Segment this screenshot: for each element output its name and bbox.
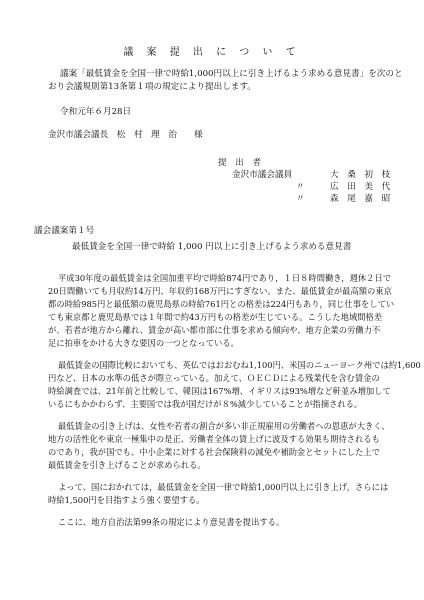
intro-line-1: 議案「最低賃金を全国一律で時給1,000円以上に引き上げるよう求める意見書」を次のと: [60, 69, 403, 79]
body-line: 最低賃金を引き上げることが求められる。: [48, 460, 206, 470]
body-line: 都の時給985円と最低額の鹿児島県の時給761円との格差は224円もあり，同じ仕事をしてい: [48, 299, 395, 309]
body-line: が、若者が地方から離れ、賃金が高い都市部に仕事を求める傾向や、地方企業の労働力不: [48, 325, 381, 335]
date: 令和元年６月28日: [60, 107, 132, 117]
body-line: 20日間働いても月収約14万円、年収約168万円にすぎない。また、最低賃金が最高額の東京: [48, 286, 392, 296]
body-line: 円など、日本の水準の低さが際立っている。加えて、ＯＥＣＤによる残業代を含む賃金の: [48, 373, 380, 383]
body-line: 最低賃金の国際比較においても、英仏ではおおむね1,100円、米国のニューヨーク州では約1,600: [58, 360, 421, 370]
body-line: 最低賃金の引き上げは、女性や若者の割合が多い非正規雇用の労働者への恩恵が大きく、: [58, 421, 390, 431]
addressee: 金沢市議会議長 松 村 理 治 様: [48, 130, 203, 140]
body-line: 足に拍車をかける大きな要因の一つとなっている。: [48, 338, 239, 348]
submitter-name-3: 森 尾 嘉 昭: [330, 194, 391, 204]
body-line: 地方の活性化や東京一極集中の是正、労働者全体の賃上げに波及する効果も期待されるも: [48, 434, 380, 444]
ditto-mark-1: 〃: [296, 182, 305, 192]
body-line: よって、国におかれては，最低賃金を全国一律で時給1,000円以上に引き上げ，さらには: [58, 482, 389, 492]
body-line: いるにもかかわらず、主要国では我が国だけが８%減少していることが指摘される。: [48, 399, 363, 409]
submitter-name-2: 広 田 美 代: [330, 182, 391, 192]
submitter-label: 提 出 者: [218, 158, 261, 168]
body-line: のであり，我が国でも、中小企業に対する社会保険料の減免や補助金とセットにした上で: [48, 447, 380, 457]
bill-title: 最低賃金を全国一律で時給 1,000 円以上に引き上げるよう求める意見書: [72, 242, 352, 252]
submitter-name-1: 大 桑 初 枝: [330, 170, 391, 180]
submitter-affiliation: 金沢市議会議員: [232, 170, 293, 180]
body-line: ここに、地方自治法第99条の規定により意見書を提出する。: [58, 517, 285, 527]
page-title: 議 案 提 出 に つ い て: [123, 47, 301, 58]
body-line: 時給1,500円を目指すよう強く要望する。: [48, 495, 205, 505]
body-line: 平成30年度の最低賃金は全国加重平均で時給874円であり，１日８時間働き，週休２日で: [58, 273, 392, 283]
intro-line-2: おり会議規則第13条第１項の規定により提出します。: [48, 82, 256, 92]
body-line: 時給調査では、21年前と比較して、韓国は167%増、イギリスは93%増など軒並み増加して: [48, 386, 391, 396]
ditto-mark-2: 〃: [296, 194, 305, 204]
bill-number: 議会議案第１号: [34, 226, 95, 236]
body-line: ても東京都と鹿児島県では１年間で約43万円もの格差が生じている。こうした地域間格差: [48, 312, 383, 322]
